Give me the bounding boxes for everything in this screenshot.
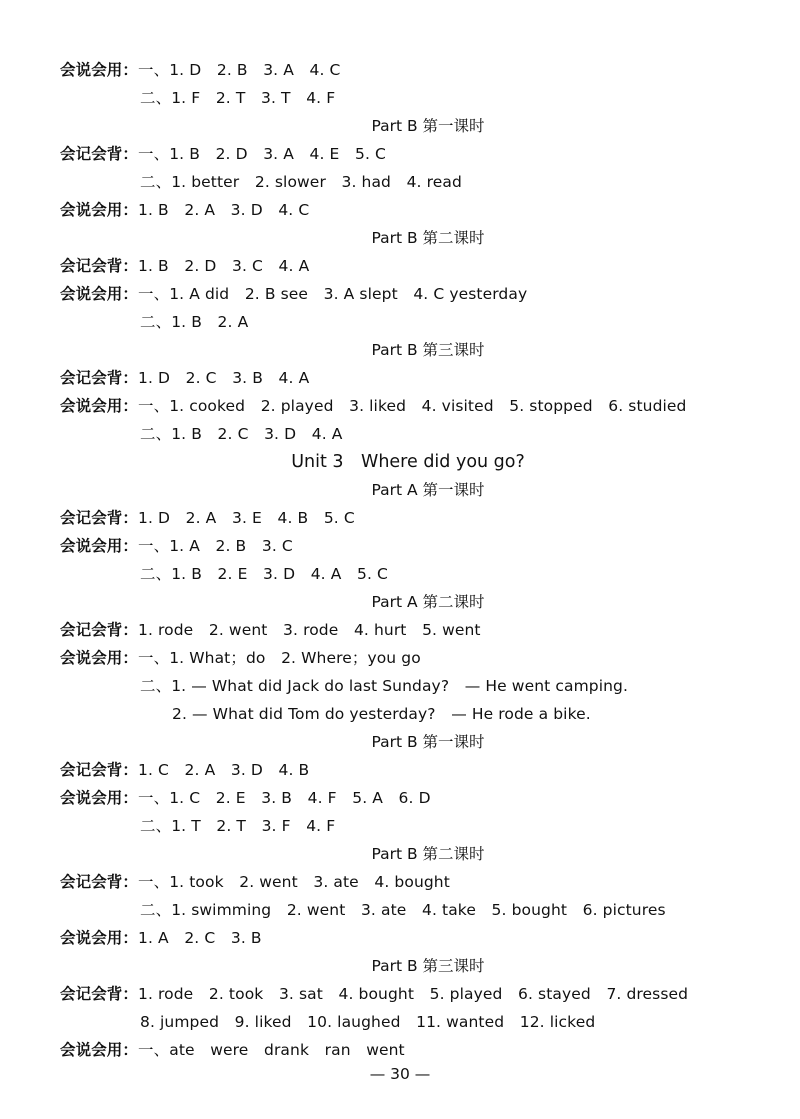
page-number: — 30 — xyxy=(369,1065,431,1083)
answer-line xyxy=(60,200,309,220)
answer-text: 1. D 2. C 3. B 4. A xyxy=(138,369,310,387)
answer-text: 一、1. took 2. went 3. ate 4. bought xyxy=(138,873,450,891)
section-heading: Part B 第二课时 xyxy=(371,229,485,247)
answer-text: 1. C 2. A 3. D 4. B xyxy=(138,761,310,779)
answer-text: 二、1. F 2. T 3. T 4. F xyxy=(140,89,336,107)
answer-line xyxy=(140,1012,595,1032)
answer-label: 会记会背： xyxy=(60,761,139,779)
answer-text: 1. rode 2. went 3. rode 4. hurt 5. went xyxy=(138,621,481,639)
answer-text: 一、ate were drank ran went xyxy=(138,1041,405,1059)
section-heading: Part B 第三课时 xyxy=(371,341,485,359)
section-heading: Part B 第三课时 xyxy=(371,957,485,975)
answer-line xyxy=(60,536,293,556)
answer-text: 1. A 2. C 3. B xyxy=(138,929,262,947)
answer-text: 一、1. cooked 2. played 3. liked 4. visited 5. stopped 6. studied xyxy=(138,397,687,415)
answer-line xyxy=(60,508,355,528)
answer-line xyxy=(60,284,527,304)
answer-label: 会记会背： xyxy=(60,145,139,163)
answer-text: 二、1. — What did Jack do last Sunday? — He went camping. xyxy=(140,677,628,695)
answer-line xyxy=(140,88,335,108)
answer-line xyxy=(60,144,386,164)
answer-line xyxy=(140,172,462,192)
answer-label: 会记会背： xyxy=(60,509,139,527)
answer-text: 1. rode 2. took 3. sat 4. bought 5. played 6. stayed 7. dressed xyxy=(138,985,689,1003)
answer-text: 二、1. better 2. slower 3. had 4. read xyxy=(140,173,462,191)
answer-text: 一、1. A 2. B 3. C xyxy=(138,537,293,555)
answer-line xyxy=(60,928,262,948)
answer-line xyxy=(60,984,688,1004)
answer-label: 会记会背： xyxy=(60,985,139,1003)
answer-label: 会说会用： xyxy=(60,789,139,807)
answer-text: 2. — What did Tom do yesterday? — He rode a bike. xyxy=(172,705,591,723)
section-heading: Part A 第二课时 xyxy=(371,593,485,611)
answer-line xyxy=(140,816,335,836)
section-heading: Part A 第一课时 xyxy=(371,481,485,499)
answer-line xyxy=(140,900,666,920)
answer-text: 二、1. B 2. A xyxy=(140,313,249,331)
answer-line xyxy=(140,424,342,444)
answer-text: 一、1. D 2. B 3. A 4. C xyxy=(138,61,341,79)
answer-label: 会说会用： xyxy=(60,929,139,947)
answer-line xyxy=(140,676,628,696)
answer-label: 会说会用： xyxy=(60,61,139,79)
answer-line xyxy=(60,256,309,276)
answer-text: 二、1. T 2. T 3. F 4. F xyxy=(140,817,336,835)
answer-label: 会记会背： xyxy=(60,369,139,387)
answer-line xyxy=(140,312,248,332)
answer-line xyxy=(60,368,309,388)
answer-line xyxy=(140,564,388,584)
section-heading: Part B 第一课时 xyxy=(371,733,485,751)
answer-label: 会记会背： xyxy=(60,873,139,891)
answer-text: 二、1. swimming 2. went 3. ate 4. take 5. bought 6. pictures xyxy=(140,901,666,919)
answer-text: 一、1. B 2. D 3. A 4. E 5. C xyxy=(138,145,386,163)
section-heading: Part B 第二课时 xyxy=(371,845,485,863)
answer-text: 二、1. B 2. E 3. D 4. A 5. C xyxy=(140,565,388,583)
answer-text: 8. jumped 9. liked 10. laughed 11. wanted 12. licked xyxy=(140,1013,596,1031)
answer-label: 会说会用： xyxy=(60,649,139,667)
answer-text: 二、1. B 2. C 3. D 4. A xyxy=(140,425,343,443)
answer-line xyxy=(60,788,431,808)
answer-text: 1. B 2. A 3. D 4. C xyxy=(138,201,310,219)
answer-line xyxy=(60,760,309,780)
answer-label: 会记会背： xyxy=(60,621,139,639)
answer-label: 会说会用： xyxy=(60,397,139,415)
section-heading: Part B 第一课时 xyxy=(371,117,485,135)
answer-line xyxy=(60,1040,405,1060)
answer-label: 会记会背： xyxy=(60,257,139,275)
answer-label: 会说会用： xyxy=(60,537,139,555)
answer-text: 1. B 2. D 3. C 4. A xyxy=(138,257,310,275)
answer-label: 会说会用： xyxy=(60,1041,139,1059)
answer-label: 会说会用： xyxy=(60,285,139,303)
answer-label: 会说会用： xyxy=(60,201,139,219)
answer-line xyxy=(60,60,340,80)
answer-line xyxy=(60,396,687,416)
answer-text: 1. D 2. A 3. E 4. B 5. C xyxy=(138,509,355,527)
answer-text: 一、1. A did 2. B see 3. A slept 4. C yesterday xyxy=(138,285,528,303)
answer-line xyxy=(172,704,591,724)
answer-line xyxy=(60,648,421,668)
answer-text: 一、1. What；do 2. Where；you go xyxy=(138,649,421,667)
answer-line xyxy=(60,872,450,892)
unit-title: Unit 3 Where did you go? xyxy=(291,452,525,472)
answer-line xyxy=(60,620,481,640)
answer-text: 一、1. C 2. E 3. B 4. F 5. A 6. D xyxy=(138,789,431,807)
